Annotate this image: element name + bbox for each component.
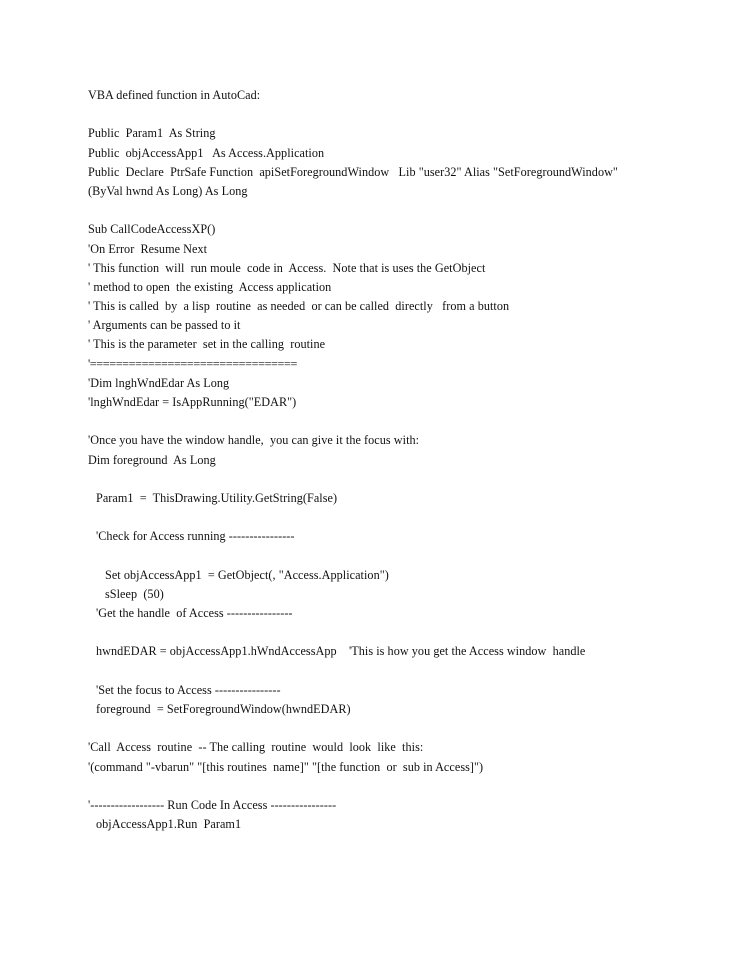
comment-line: ' Arguments can be passed to it xyxy=(88,318,241,333)
code-line: Dim foreground As Long xyxy=(88,452,216,467)
comment-line: ' This is called by a lisp routine as needed or can be called directly from a button xyxy=(88,299,510,314)
blank-line xyxy=(88,623,708,642)
code-line: foreground = SetForegroundWindow(hwndEDAR) xyxy=(96,702,351,716)
code-line: Sub CallCodeAccessXP() xyxy=(88,222,216,237)
code-line: objAccessApp1.Run Param1 xyxy=(96,817,242,832)
code-line: sSleep (50) xyxy=(105,586,164,601)
blank-line xyxy=(88,105,708,124)
comment-line: '------------------ Run Code In Access ---------------- xyxy=(88,797,337,812)
comment-line: 'Once you have the window handle, you can give it the focus with: xyxy=(88,433,420,448)
comment-line: 'Call Access routine -- The calling routine would look like this: xyxy=(88,740,424,755)
blank-line xyxy=(88,719,708,738)
comment-line: 'Set the focus to Access ---------------- xyxy=(96,682,281,697)
comment-line: 'Dim lnghWndEdar As Long xyxy=(88,375,230,390)
code-line: Public Param1 As String xyxy=(88,126,216,141)
comment-line: 'lnghWndEdar = IsAppRunning("EDAR") xyxy=(88,395,297,409)
blank-line xyxy=(88,470,708,489)
blank-line xyxy=(88,412,708,431)
code-line: Public Declare PtrSafe Function apiSetForegroundWindow Lib "user32" Alias "SetForegroundWindow" xyxy=(88,164,618,179)
comment-line: ' This function will run moule code in Access. Note that is uses the GetObject xyxy=(88,260,486,275)
code-line: Set objAccessApp1 = GetObject(, "Access.Application") xyxy=(105,567,389,582)
comment-line: 'On Error Resume Next xyxy=(88,241,208,256)
blank-line xyxy=(88,547,708,566)
comment-line: 'Check for Access running ---------------- xyxy=(96,529,295,544)
code-line: Param1 = ThisDrawing.Utility.GetString(False) xyxy=(96,490,338,505)
comment-line: ' method to open the existing Access application xyxy=(88,279,332,294)
code-line: (ByVal hwnd As Long) As Long xyxy=(88,183,248,198)
separator-line: '================================ xyxy=(88,356,297,371)
code-listing xyxy=(88,86,708,834)
code-line: hwndEDAR = objAccessApp1.hWndAccessApp 'This is how you get the Access window handle xyxy=(96,644,586,659)
blank-line xyxy=(88,777,708,796)
comment-line: 'Get the handle of Access ---------------- xyxy=(96,606,293,621)
blank-line xyxy=(88,508,708,527)
comment-line: '(command "-vbarun" "[this routines name]" "[the function or sub in Access]") xyxy=(88,759,484,774)
document-page xyxy=(88,86,708,834)
comment-line: ' This is the parameter set in the calling routine xyxy=(88,337,326,352)
code-line: Public objAccessApp1 As Access.Application xyxy=(88,145,325,160)
document-heading: VBA defined function in AutoCad: xyxy=(88,88,261,102)
blank-line xyxy=(88,201,708,220)
blank-line xyxy=(88,662,708,681)
